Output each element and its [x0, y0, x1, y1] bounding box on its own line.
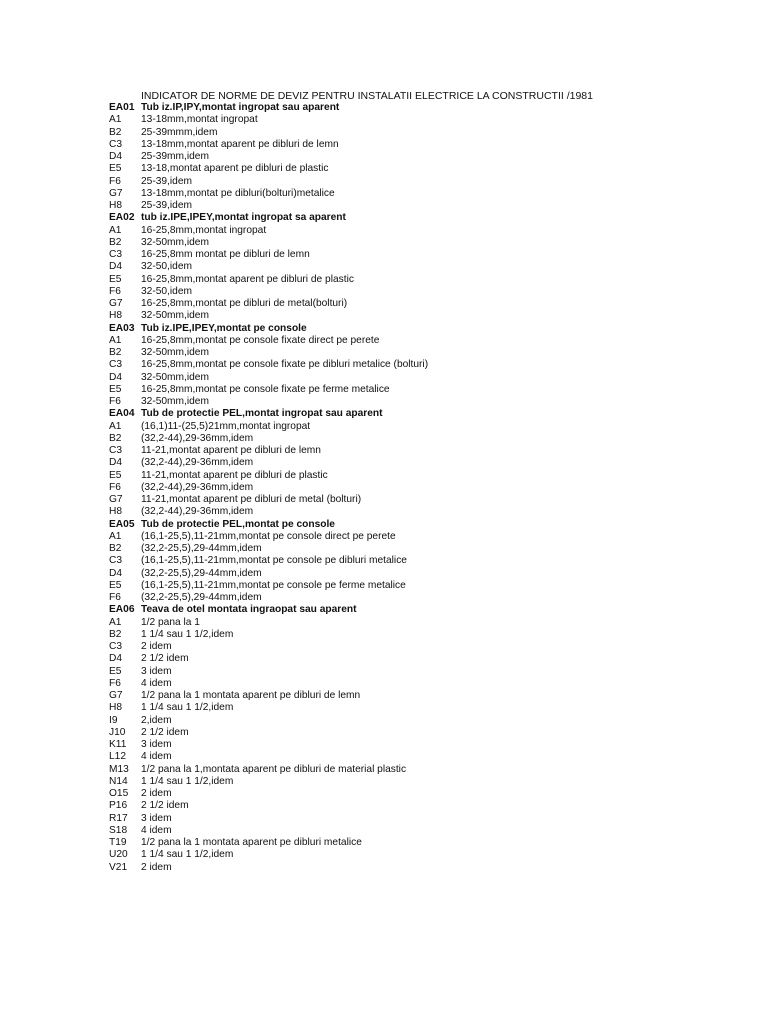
- item-description: 16-25,8mm montat pe dibluri de lemn: [141, 249, 310, 260]
- section-title: Teava de otel montata ingraopat sau aparent: [141, 604, 357, 616]
- list-item: [109, 114, 749, 126]
- item-code: H8: [109, 310, 123, 322]
- item-description: (16,1-25,5),11-21mm,montat pe console pe ferme metalice: [141, 579, 406, 591]
- section-heading-row: [109, 102, 749, 114]
- list-item: [109, 384, 749, 396]
- list-item: [109, 531, 749, 543]
- section-code: EA03: [109, 322, 135, 334]
- item-code: A1: [109, 420, 122, 432]
- item-description: 25-39,idem: [141, 200, 192, 211]
- item-code: C3: [109, 445, 123, 456]
- item-code: F6: [109, 481, 121, 493]
- item-description: (16,1)11-(25,5)21mm,montat ingropat: [141, 420, 311, 432]
- item-code: B2: [109, 432, 122, 444]
- item-description: (32,2-44),29-36mm,idem: [141, 481, 254, 493]
- list-item: [109, 690, 749, 702]
- item-code: D4: [109, 261, 123, 273]
- list-item: [109, 176, 749, 188]
- item-description: 25-39,idem: [141, 175, 192, 187]
- item-description: 32-50,idem: [141, 285, 192, 297]
- item-code: D4: [109, 151, 123, 162]
- item-description: 32-50mm,idem: [141, 347, 209, 358]
- item-description: 2 1/2 idem: [141, 800, 189, 812]
- list-item: [109, 261, 749, 273]
- item-description: 32-50mm,idem: [141, 371, 209, 383]
- list-item: [109, 543, 749, 555]
- section-code: EA06: [109, 604, 135, 616]
- item-code: B2: [109, 628, 122, 640]
- item-description: 32-50mm,idem: [141, 236, 209, 248]
- item-description: 25-39mmm,idem: [141, 126, 218, 138]
- list-item: [109, 225, 749, 237]
- list-item: [109, 592, 749, 604]
- item-code: D4: [109, 457, 123, 469]
- list-item: [109, 764, 749, 776]
- item-code: A1: [109, 334, 122, 346]
- item-code: C3: [109, 641, 123, 652]
- list-item: [109, 641, 749, 653]
- item-code: G7: [109, 494, 123, 505]
- section-code: EA01: [109, 102, 135, 113]
- item-code: E5: [109, 579, 122, 591]
- item-description: 2 idem: [141, 788, 172, 799]
- item-code: E5: [109, 383, 122, 395]
- list-item: [109, 139, 749, 151]
- document-title: INDICATOR DE NORME DE DEVIZ PENTRU INSTALATII ELECTRICE LA CONSTRUCTII /1981: [141, 90, 593, 102]
- item-description: (32,2-25,5),29-44mm,idem: [141, 592, 262, 603]
- item-description: (32,2-25,5),29-44mm,idem: [141, 543, 262, 554]
- item-code: F6: [109, 175, 121, 187]
- item-description: 32-50mm,idem: [141, 396, 209, 407]
- item-code: B2: [109, 126, 122, 138]
- item-description: 13-18,montat aparent pe dibluri de plastic: [141, 163, 329, 175]
- norm-list: [109, 102, 749, 874]
- list-item: [109, 396, 749, 408]
- list-item: [109, 298, 749, 310]
- list-item: [109, 506, 749, 518]
- item-description: 4 idem: [141, 677, 172, 689]
- item-description: 1 1/4 sau 1 1/2,idem: [141, 775, 234, 787]
- section-title: Tub iz.IPE,IPEY,montat pe console: [141, 322, 307, 334]
- item-code: T19: [109, 837, 127, 848]
- list-item: [109, 555, 749, 567]
- list-item: [109, 629, 749, 641]
- item-description: 16-25,8mm,montat pe dibluri de metal(bolturi): [141, 298, 348, 309]
- item-code: V21: [109, 861, 128, 873]
- item-description: 1 1/4 sau 1 1/2,idem: [141, 702, 234, 714]
- list-item: [109, 359, 749, 371]
- list-item: [109, 310, 749, 322]
- item-code: D4: [109, 371, 123, 383]
- item-code: F6: [109, 285, 121, 297]
- section-heading-row: [109, 604, 749, 616]
- list-item: [109, 457, 749, 469]
- item-description: 2 idem: [141, 641, 172, 652]
- section-heading-row: [109, 212, 749, 224]
- section-code: EA02: [109, 212, 135, 224]
- list-item: [109, 776, 749, 788]
- item-code: G7: [109, 690, 123, 701]
- item-code: R17: [109, 812, 128, 824]
- item-code: E5: [109, 273, 122, 285]
- item-code: J10: [109, 726, 126, 738]
- section-title: tub iz.IPE,IPEY,montat ingropat sa aparent: [141, 212, 346, 224]
- item-description: 16-25,8mm,montat pe console fixate direct pe perete: [141, 334, 380, 346]
- item-description: 11-21,montat aparent pe dibluri de metal (bolturi): [141, 494, 362, 505]
- item-code: E5: [109, 469, 122, 481]
- section-title: Tub de protectie PEL,montat ingropat sau aparent: [141, 408, 383, 420]
- item-description: (16,1-25,5),11-21mm,montat pe console pe dibluri metalice: [141, 555, 407, 567]
- item-description: 16-25,8mm,montat pe console fixate pe ferme metalice: [141, 383, 390, 395]
- item-description: 13-18mm,montat ingropat: [141, 114, 258, 126]
- item-description: 16-25,8mm,montat aparent pe dibluri de plastic: [141, 273, 354, 285]
- item-code: U20: [109, 849, 128, 861]
- item-description: 3 idem: [141, 812, 172, 824]
- list-item: [109, 494, 749, 506]
- item-description: 3 idem: [141, 739, 172, 750]
- list-item: [109, 568, 749, 580]
- list-item: [109, 653, 749, 665]
- list-item: [109, 862, 749, 874]
- item-code: G7: [109, 298, 123, 309]
- item-code: B2: [109, 543, 122, 554]
- list-item: [109, 127, 749, 139]
- item-description: (16,1-25,5),11-21mm,montat pe console direct pe perete: [141, 530, 396, 542]
- list-item: [109, 163, 749, 175]
- item-code: G7: [109, 187, 123, 199]
- item-description: 11-21,montat aparent pe dibluri de plastic: [141, 469, 328, 481]
- section-code: EA04: [109, 408, 135, 420]
- item-description: 1/2 pana la 1: [141, 616, 200, 628]
- item-description: 4 idem: [141, 824, 172, 836]
- item-description: 1 1/4 sau 1 1/2,idem: [141, 628, 234, 640]
- list-item: [109, 800, 749, 812]
- item-description: (32,2-44),29-36mm,idem: [141, 506, 254, 518]
- item-code: H8: [109, 506, 123, 518]
- item-code: E5: [109, 163, 122, 175]
- item-code: B2: [109, 347, 122, 358]
- item-code: A1: [109, 530, 122, 542]
- item-code: S18: [109, 824, 128, 836]
- section-title: Tub iz.IP,IPY,montat ingropat sau aparent: [141, 102, 340, 113]
- item-description: 1/2 pana la 1 montata aparent pe dibluri metalice: [141, 837, 362, 848]
- item-code: P16: [109, 800, 128, 812]
- item-code: A1: [109, 616, 122, 628]
- item-description: 13-18mm,montat aparent pe dibluri de lemn: [141, 138, 339, 150]
- list-item: [109, 788, 749, 800]
- list-item: [109, 372, 749, 384]
- list-item: [109, 813, 749, 825]
- item-code: F6: [109, 592, 121, 603]
- list-item: [109, 702, 749, 714]
- item-code: C3: [109, 555, 123, 567]
- section-heading-row: [109, 323, 749, 335]
- item-code: F6: [109, 677, 121, 689]
- item-code: A1: [109, 224, 122, 236]
- list-item: [109, 727, 749, 739]
- item-description: 2 1/2 idem: [141, 726, 189, 738]
- list-item: [109, 335, 749, 347]
- item-code: B2: [109, 236, 122, 248]
- item-description: 11-21,montat aparent pe dibluri de lemn: [141, 445, 321, 456]
- list-item: [109, 666, 749, 678]
- item-code: D4: [109, 567, 123, 579]
- item-code: E5: [109, 665, 122, 677]
- list-item: [109, 751, 749, 763]
- list-item: [109, 715, 749, 727]
- item-code: N14: [109, 775, 128, 787]
- item-description: 2,idem: [141, 714, 172, 726]
- section-title: Tub de protectie PEL,montat pe console: [141, 518, 335, 530]
- item-code: F6: [109, 396, 121, 407]
- list-item: [109, 678, 749, 690]
- list-item: [109, 837, 749, 849]
- item-description: 25-39mm,idem: [141, 151, 209, 162]
- item-description: 32-50mm,idem: [141, 310, 209, 322]
- list-item: [109, 249, 749, 261]
- item-description: (32,2-25,5),29-44mm,idem: [141, 567, 262, 579]
- item-code: O15: [109, 788, 129, 799]
- item-code: M13: [109, 763, 129, 775]
- list-item: [109, 421, 749, 433]
- item-description: 1/2 pana la 1,montata aparent pe dibluri de material plastic: [141, 763, 407, 775]
- section-heading-row: [109, 519, 749, 531]
- item-description: 1 1/4 sau 1 1/2,idem: [141, 849, 234, 861]
- item-code: C3: [109, 138, 123, 150]
- list-item: [109, 188, 749, 200]
- item-code: A1: [109, 114, 122, 126]
- list-item: [109, 482, 749, 494]
- item-description: 32-50,idem: [141, 261, 192, 273]
- item-code: C3: [109, 249, 123, 260]
- item-description: 3 idem: [141, 665, 172, 677]
- item-description: (32,2-44),29-36mm,idem: [141, 457, 254, 469]
- item-code: L12: [109, 751, 126, 763]
- section-heading-row: [109, 408, 749, 420]
- list-item: [109, 849, 749, 861]
- item-code: D4: [109, 653, 123, 665]
- item-description: 16-25,8mm,montat pe console fixate pe dibluri metalice (bolturi): [141, 359, 429, 371]
- item-description: 1/2 pana la 1 montata aparent pe dibluri de lemn: [141, 690, 361, 701]
- list-item: [109, 237, 749, 249]
- item-code: I9: [109, 714, 118, 726]
- item-description: 4 idem: [141, 751, 172, 763]
- section-code: EA05: [109, 518, 135, 530]
- list-item: [109, 347, 749, 359]
- item-code: H8: [109, 702, 123, 714]
- list-item: [109, 739, 749, 751]
- list-item: [109, 470, 749, 482]
- list-item: [109, 151, 749, 163]
- list-item: [109, 445, 749, 457]
- item-code: H8: [109, 200, 123, 211]
- item-description: 16-25,8mm,montat ingropat: [141, 224, 267, 236]
- list-item: [109, 825, 749, 837]
- item-description: (32,2-44),29-36mm,idem: [141, 432, 254, 444]
- list-item: [109, 580, 749, 592]
- item-description: 2 1/2 idem: [141, 653, 189, 665]
- list-item: [109, 274, 749, 286]
- list-item: [109, 286, 749, 298]
- item-code: C3: [109, 359, 123, 371]
- list-item: [109, 617, 749, 629]
- item-code: K11: [109, 739, 127, 750]
- item-description: 13-18mm,montat pe dibluri(bolturi)metalice: [141, 187, 335, 199]
- list-item: [109, 200, 749, 212]
- list-item: [109, 433, 749, 445]
- item-description: 2 idem: [141, 861, 172, 873]
